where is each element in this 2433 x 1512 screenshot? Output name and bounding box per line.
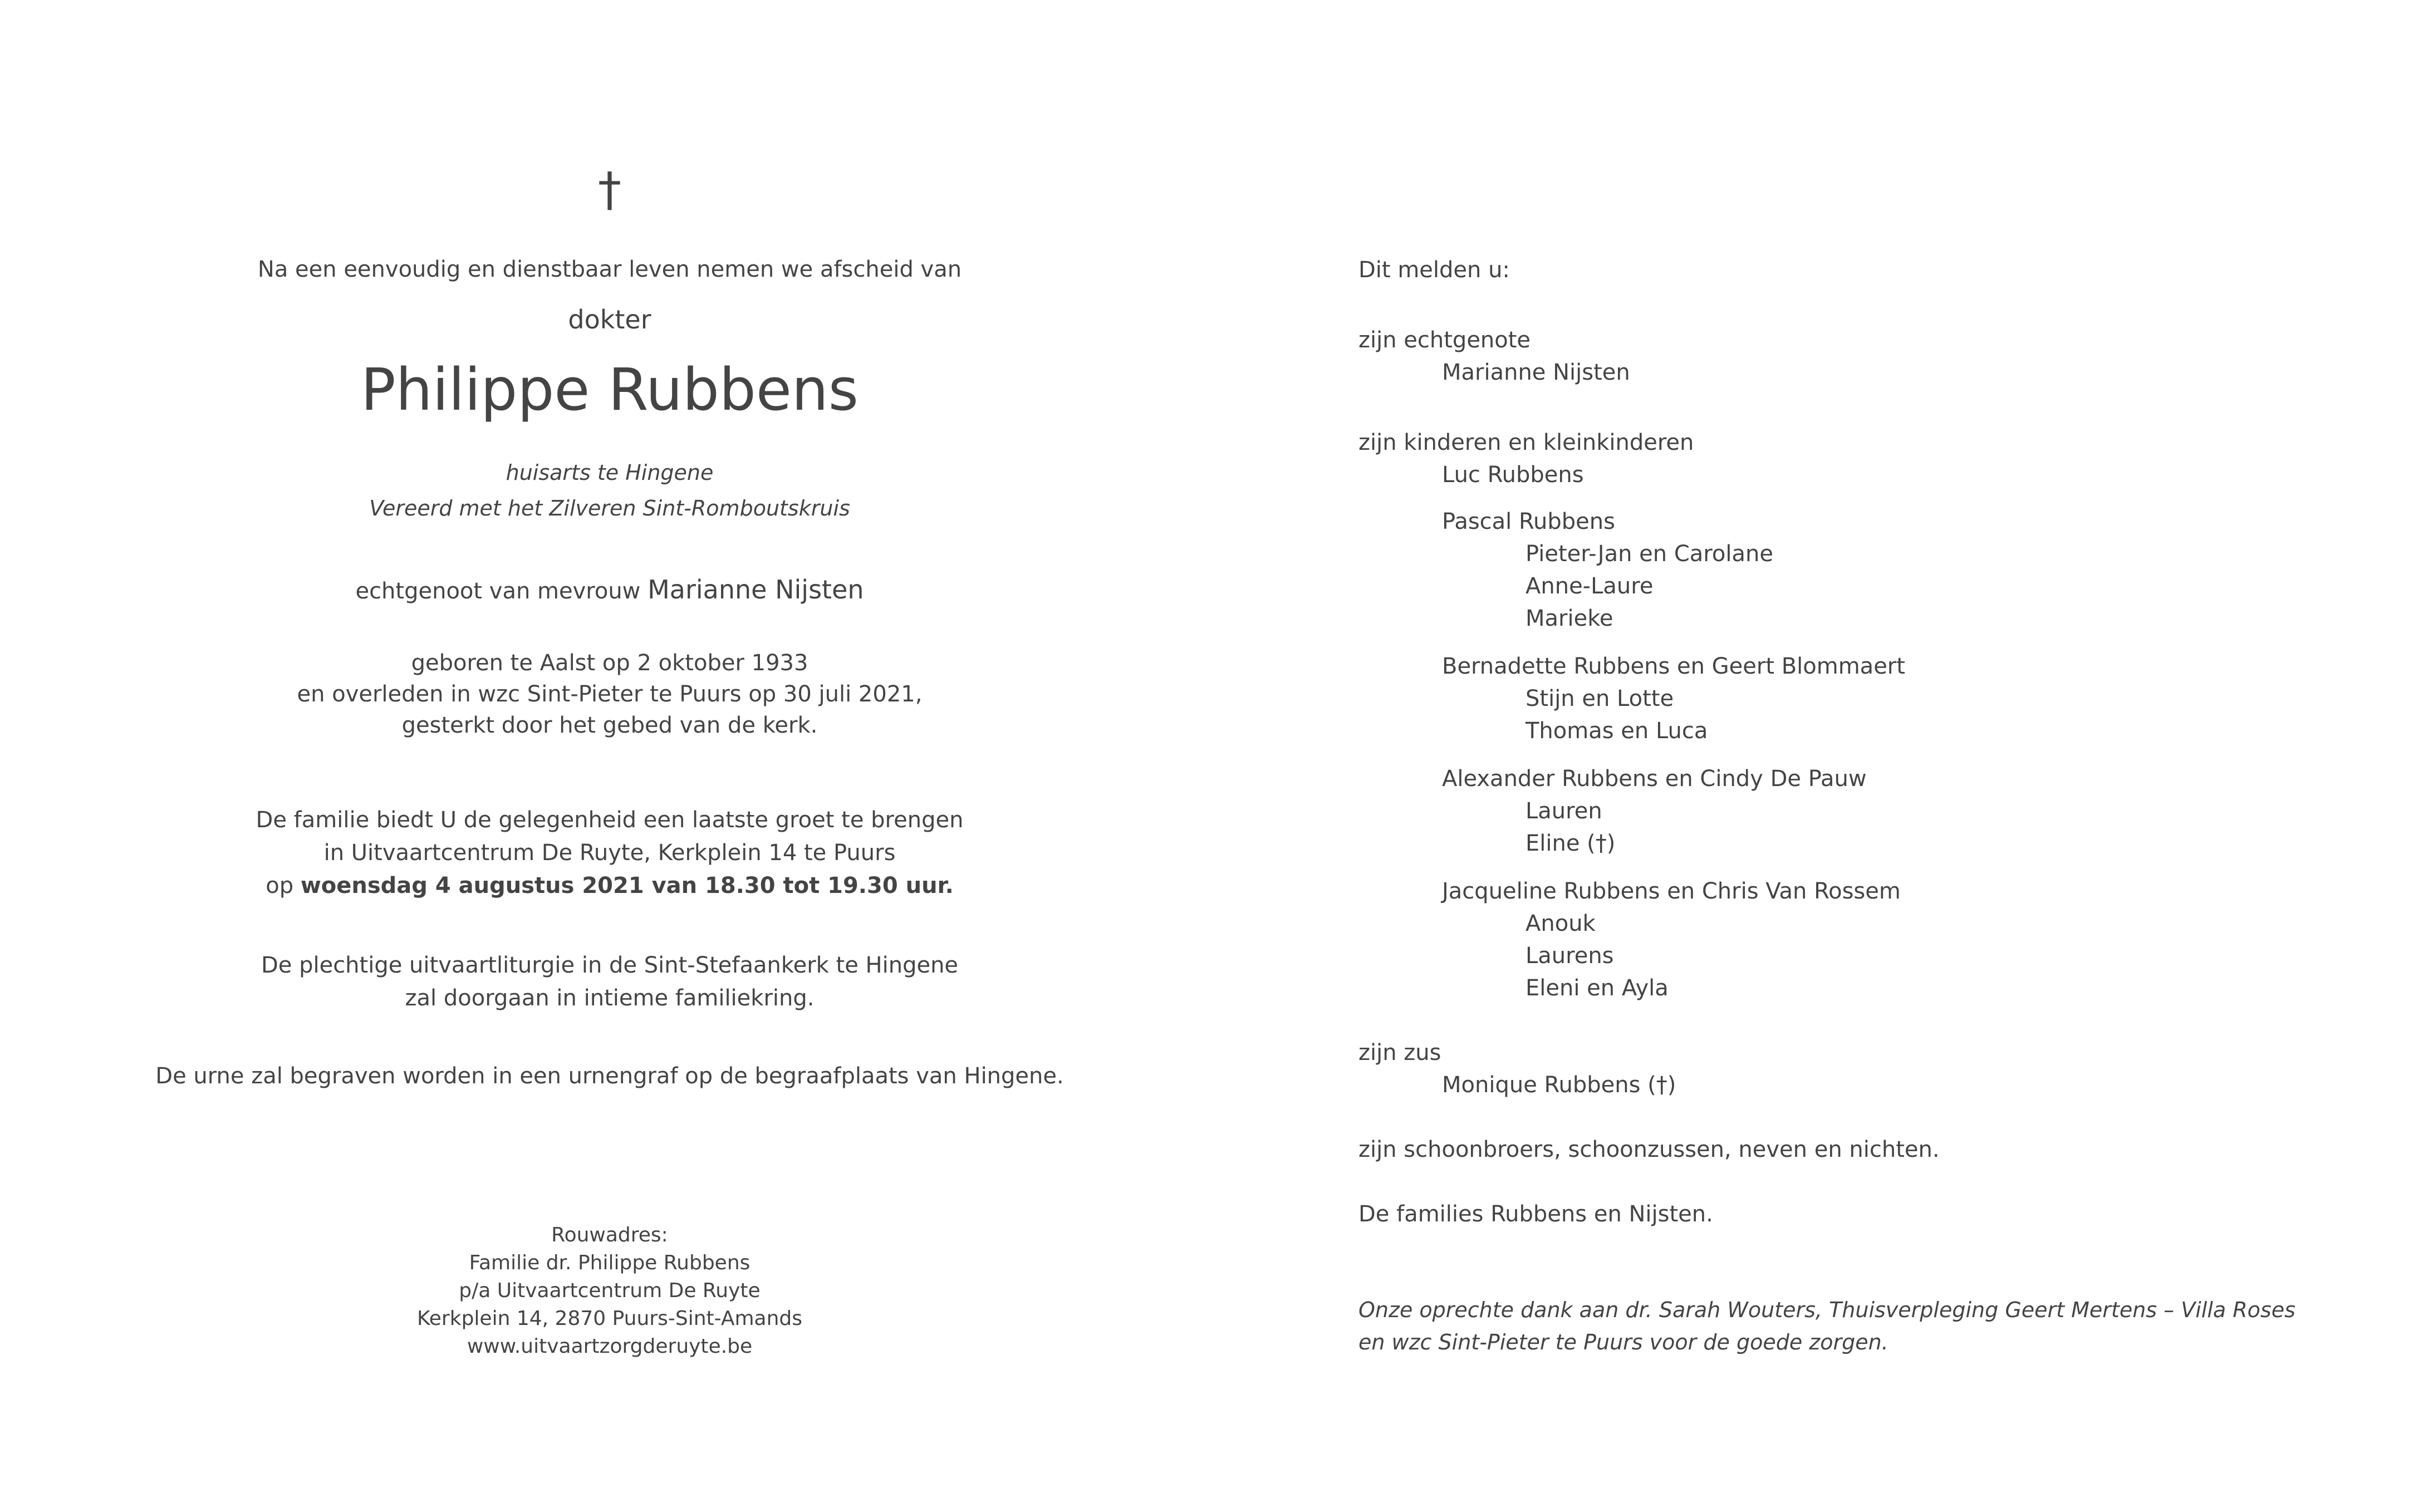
right-panel [1358, 0, 2416, 1512]
address-line-1: Familie dr. Philippe Rubbens [469, 1251, 750, 1274]
sister-label: zijn zus [1358, 1040, 1441, 1066]
address-website: www.uitvaartzorgderuyte.be [467, 1335, 753, 1358]
cross-icon: † [598, 162, 621, 217]
spouse-name: Marianne Nijsten [648, 575, 864, 605]
spouse-name-right: Marianne Nijsten [1442, 360, 1630, 385]
grandchild-3-1: Stijn en Lotte [1525, 686, 1674, 711]
child-1: Luc Rubbens [1442, 462, 1584, 488]
urn-text: De urne zal begraven worden in een urnengraf op de begraafplaats van Hingene. [155, 1063, 1064, 1089]
grandchild-5-3: Eleni en Ayla [1525, 975, 1669, 1001]
address-line-3: Kerkplein 14, 2870 Puurs-Sint-Amands [416, 1307, 803, 1330]
grandchild-5-2: Laurens [1525, 943, 1614, 969]
child-5: Jacqueline Rubbens en Chris Van Rossem [1442, 878, 1901, 904]
liturgy-line-1: De plechtige uitvaartliturgie in de Sint-Stefaankerk te Hingene [261, 953, 959, 978]
grandchild-4-1: Lauren [1525, 798, 1602, 824]
visit-line-1: De familie biedt U de gelegenheid een laatste groet te brengen [256, 807, 964, 833]
visit-datetime: woensdag 4 augustus 2021 van 18.30 tot 19.30 uur. [300, 873, 954, 899]
spouse-label: zijn echtgenote [1358, 327, 1531, 353]
address-line-2: p/a Uitvaartcentrum De Ruyte [459, 1279, 761, 1302]
address-label: Rouwadres: [551, 1224, 668, 1246]
child-4: Alexander Rubbens en Cindy De Pauw [1442, 766, 1867, 792]
visit-prefix: op [266, 873, 301, 899]
grandchild-2-2: Anne-Laure [1525, 573, 1654, 599]
intro-text: Na een eenvoudig en dienstbaar leven nemen we afscheid van [257, 257, 962, 282]
inlaws-text: zijn schoonbroers, schoonzussen, neven en nichten. [1358, 1137, 1940, 1162]
grandchild-4-2: Eline (†) [1525, 831, 1616, 856]
thanks-line-1: Onze oprechte dank aan dr. Sarah Wouters, Thuisverpleging Geert Mertens – Villa Roses [1358, 1298, 2295, 1322]
announce-text: Dit melden u: [1358, 257, 1510, 283]
title-text: dokter [568, 305, 651, 335]
occupation-text: huisarts te Hingene [506, 460, 714, 485]
grandchild-2-3: Marieke [1525, 606, 1613, 631]
grandchild-5-1: Anouk [1525, 911, 1596, 936]
child-2: Pascal Rubbens [1442, 509, 1615, 534]
deceased-name: Philippe Rubbens [360, 356, 859, 424]
honor-text: Vereerd met het Zilveren Sint-Romboutskruis [369, 496, 850, 521]
strengthened-text: gesterkt door het gebed van de kerk. [401, 713, 818, 738]
families-text: De families Rubbens en Nijsten. [1358, 1201, 1713, 1227]
born-text: geboren te Aalst op 2 oktober 1933 [411, 650, 808, 676]
liturgy-line-2: zal doorgaan in intieme familiekring. [405, 985, 815, 1011]
grandchild-2-1: Pieter-Jan en Carolane [1525, 541, 1773, 567]
thanks-line-2: en wzc Sint-Pieter te Puurs voor de goede zorgen. [1358, 1330, 1888, 1354]
spouse-line [0, 573, 1219, 607]
child-3: Bernadette Rubbens en Geert Blommaert [1442, 654, 1905, 679]
grandchild-3-2: Thomas en Luca [1525, 718, 1708, 744]
died-text: en overleden in wzc Sint-Pieter te Puurs op 30 juli 2021, [297, 681, 923, 707]
sister-name: Monique Rubbens (†) [1442, 1072, 1676, 1098]
children-label: zijn kinderen en kleinkinderen [1358, 430, 1694, 455]
visit-line-3 [0, 870, 1219, 902]
visit-line-2: in Uitvaartcentrum De Ruyte, Kerkplein 14 te Puurs [323, 840, 896, 866]
spouse-prefix: echtgenoot van mevrouw [355, 578, 648, 604]
